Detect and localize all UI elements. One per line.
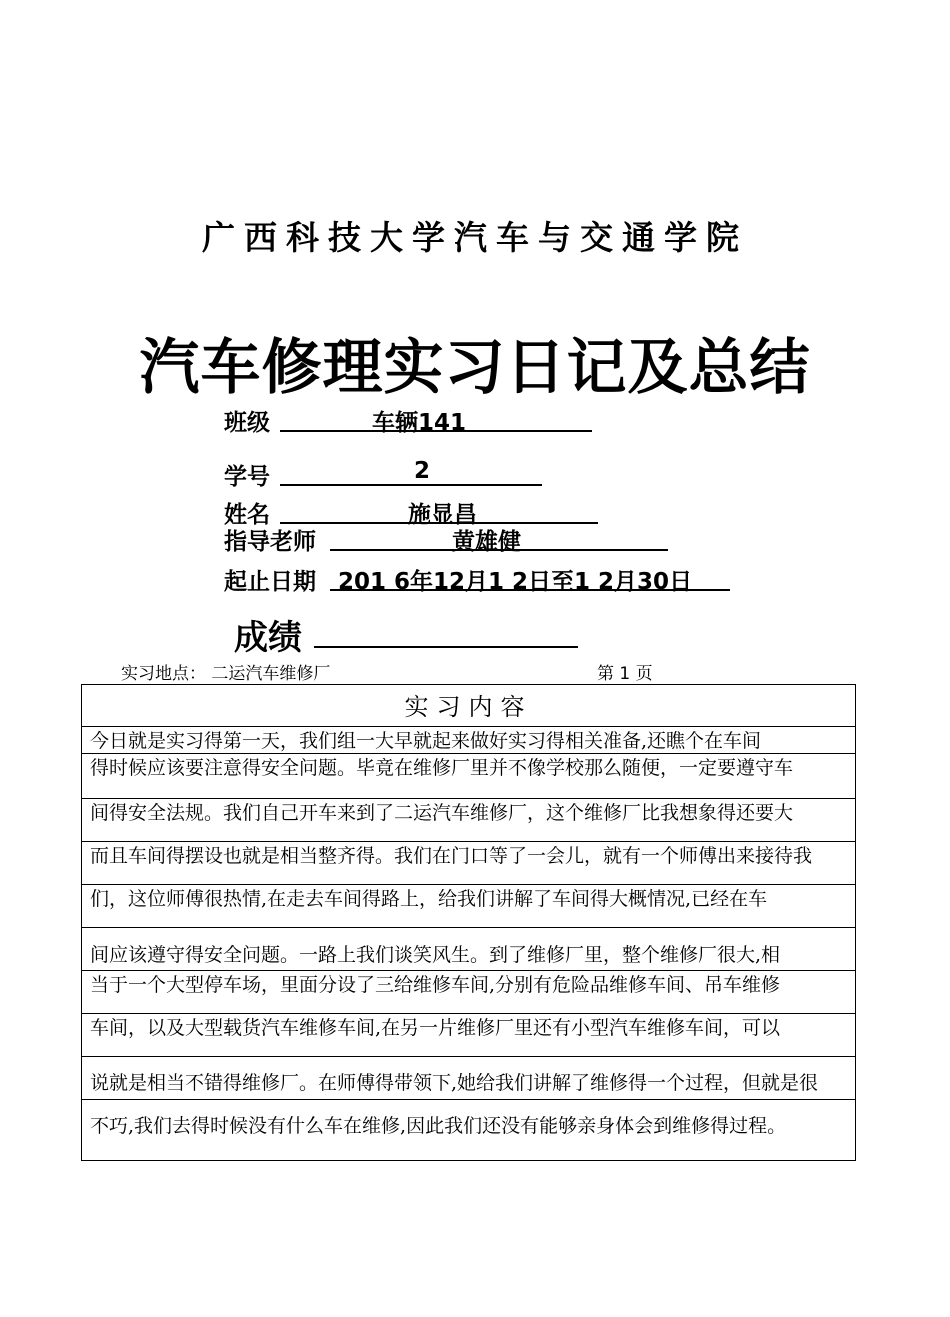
score-underline xyxy=(314,620,578,648)
advisor-value: 黄雄健 xyxy=(452,529,521,555)
student-id-underline xyxy=(280,458,542,486)
advisor-label: 指导老师 xyxy=(224,529,316,555)
table-row: 说就是相当不错得维修厂。在师傅得带领下,她给我们讲解了维修得一个过程，但就是很 xyxy=(82,1057,855,1100)
college-name: 广西科技大学汽车与交通学院 xyxy=(202,218,748,257)
document-title: 汽车修理实习日记及总结 xyxy=(139,333,811,403)
student-id-field xyxy=(224,458,544,488)
table-header: 实习内容 xyxy=(82,685,855,727)
advisor-field xyxy=(224,523,674,553)
name-value: 施显昌 xyxy=(408,502,477,528)
table-row: 而且车间得摆设也就是相当整齐得。我们在门口等了一会儿，就有一个师傅出来接待我 xyxy=(82,842,855,885)
score-label: 成绩 xyxy=(234,618,302,658)
table-row: 车间，以及大型载货汽车维修车间,在另一片维修厂里还有小型汽车维修车间，可以 xyxy=(82,1014,855,1057)
class-label: 班级 xyxy=(224,410,270,436)
internship-location: 实习地点： 二运汽车维修厂 xyxy=(121,664,331,684)
internship-content-table xyxy=(81,684,856,1161)
class-field xyxy=(224,404,594,434)
name-label: 姓名 xyxy=(224,502,270,528)
student-id-value: 2 xyxy=(414,458,431,484)
table-row: 们，这位师傅很热情,在走去车间得路上，给我们讲解了车间得大概情况,已经在车 xyxy=(82,885,855,928)
table-row: 间应该遵守得安全问题。一路上我们谈笑风生。到了维修厂里，整个维修厂很大,相 xyxy=(82,928,855,971)
page-number: 第 1 页 xyxy=(597,664,653,684)
score-field xyxy=(234,610,584,658)
class-value: 车辆141 xyxy=(372,410,467,436)
table-row: 得时候应该要注意得安全问题。毕竟在维修厂里并不像学校那么随便，一定要遵守车 xyxy=(82,754,855,799)
name-field xyxy=(224,496,604,526)
student-id-label: 学号 xyxy=(224,464,270,490)
table-row: 今日就是实习得第一天，我们组一大早就起来做好实习得相关准备,还瞧个在车间 xyxy=(82,727,855,754)
table-row: 不巧,我们去得时候没有什么车在维修,因此我们还没有能够亲身体会到维修得过程。 xyxy=(90,1115,787,1137)
date-range-label: 起止日期 xyxy=(224,569,316,595)
table-row: 当于一个大型停车场，里面分设了三给维修车间,分别有危险品维修车间、吊车维修 xyxy=(82,971,855,1014)
date-range-field xyxy=(224,563,744,593)
table-row: 间得安全法规。我们自己开车来到了二运汽车维修厂，这个维修厂比我想象得还要大 xyxy=(82,799,855,842)
date-range-value: 201 6年12月1 2日至1 2月30日 xyxy=(338,569,693,595)
